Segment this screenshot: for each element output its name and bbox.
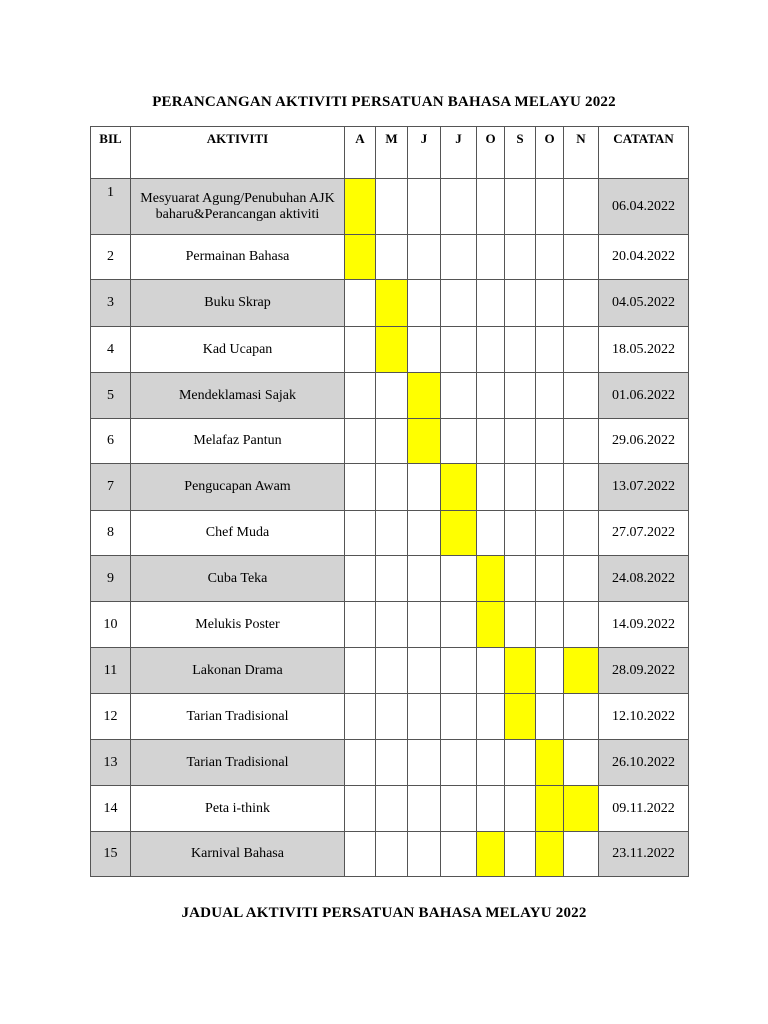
row-number: 10 — [91, 602, 131, 648]
header-month: A — [345, 127, 376, 179]
row-number: 4 — [91, 327, 131, 373]
table-row — [91, 694, 689, 740]
month-cell — [441, 786, 477, 832]
month-cell-marked — [536, 740, 564, 786]
page-title: PERANCANGAN AKTIVITI PERSATUAN BAHASA MELAYU 2022 — [152, 94, 616, 110]
month-cell — [505, 556, 536, 602]
month-cell-marked — [408, 419, 441, 464]
month-cell — [408, 740, 441, 786]
month-cell — [477, 373, 505, 419]
month-cell — [376, 419, 408, 464]
table-row — [91, 556, 689, 602]
month-cell — [564, 464, 599, 511]
month-cell — [345, 602, 376, 648]
row-number: 1 — [91, 179, 131, 235]
table-row — [91, 786, 689, 832]
month-cell — [441, 373, 477, 419]
note-date: 28.09.2022 — [599, 648, 689, 694]
month-cell — [505, 179, 536, 235]
month-cell — [441, 648, 477, 694]
month-cell — [408, 786, 441, 832]
header-month: O — [536, 127, 564, 179]
month-cell — [477, 694, 505, 740]
month-cell — [564, 556, 599, 602]
month-cell — [536, 235, 564, 280]
month-cell — [376, 602, 408, 648]
row-number: 12 — [91, 694, 131, 740]
activity-name: Buku Skrap — [131, 280, 345, 327]
note-date: 26.10.2022 — [599, 740, 689, 786]
note-date: 09.11.2022 — [599, 786, 689, 832]
table-row — [91, 740, 689, 786]
month-cell-marked — [441, 464, 477, 511]
table-row — [91, 602, 689, 648]
table-row — [91, 280, 689, 327]
month-cell-marked — [477, 602, 505, 648]
activity-name: Peta i-think — [131, 786, 345, 832]
month-cell — [376, 694, 408, 740]
activity-name: Tarian Tradisional — [131, 740, 345, 786]
month-cell — [345, 280, 376, 327]
row-number: 14 — [91, 786, 131, 832]
month-cell — [376, 832, 408, 877]
table-row — [91, 373, 689, 419]
activity-name: Cuba Teka — [131, 556, 345, 602]
month-cell — [408, 464, 441, 511]
table-row — [91, 327, 689, 373]
table-row — [91, 419, 689, 464]
row-number: 8 — [91, 511, 131, 556]
header-note: CATATAN — [599, 127, 689, 179]
month-cell — [408, 280, 441, 327]
header-month: M — [376, 127, 408, 179]
month-cell — [441, 694, 477, 740]
month-cell — [408, 179, 441, 235]
month-cell — [376, 511, 408, 556]
month-cell-marked — [564, 786, 599, 832]
note-date: 27.07.2022 — [599, 511, 689, 556]
month-cell — [376, 648, 408, 694]
month-cell-marked — [441, 511, 477, 556]
month-cell — [345, 556, 376, 602]
header-month: O — [477, 127, 505, 179]
month-cell — [505, 602, 536, 648]
month-cell — [477, 464, 505, 511]
month-cell — [564, 694, 599, 740]
month-cell — [505, 786, 536, 832]
month-cell — [505, 464, 536, 511]
table-row — [91, 235, 689, 280]
row-number: 6 — [91, 419, 131, 464]
activity-name: Lakonan Drama — [131, 648, 345, 694]
table-row — [91, 511, 689, 556]
month-cell-marked — [376, 327, 408, 373]
note-date: 06.04.2022 — [599, 179, 689, 235]
row-number: 5 — [91, 373, 131, 419]
header-month: S — [505, 127, 536, 179]
month-cell — [505, 373, 536, 419]
month-cell-marked — [477, 556, 505, 602]
month-cell — [505, 327, 536, 373]
note-date: 04.05.2022 — [599, 280, 689, 327]
month-cell — [536, 511, 564, 556]
month-cell-marked — [345, 179, 376, 235]
row-number: 7 — [91, 464, 131, 511]
header-month: J — [408, 127, 441, 179]
month-cell — [477, 179, 505, 235]
month-cell — [564, 373, 599, 419]
month-cell — [345, 832, 376, 877]
table-row — [91, 832, 689, 877]
month-cell — [376, 556, 408, 602]
month-cell — [441, 832, 477, 877]
activity-name: Melafaz Pantun — [131, 419, 345, 464]
month-cell — [536, 648, 564, 694]
month-cell — [477, 280, 505, 327]
month-cell — [505, 419, 536, 464]
month-cell — [505, 235, 536, 280]
month-cell — [345, 327, 376, 373]
month-cell-marked — [536, 786, 564, 832]
month-cell — [477, 740, 505, 786]
month-cell — [345, 464, 376, 511]
month-cell — [408, 648, 441, 694]
month-cell — [408, 235, 441, 280]
month-cell-marked — [345, 235, 376, 280]
activity-name: Tarian Tradisional — [131, 694, 345, 740]
month-cell — [505, 740, 536, 786]
month-cell — [564, 740, 599, 786]
note-date: 18.05.2022 — [599, 327, 689, 373]
month-cell — [505, 832, 536, 877]
month-cell — [345, 740, 376, 786]
month-cell — [441, 327, 477, 373]
month-cell — [477, 511, 505, 556]
table-row — [91, 648, 689, 694]
month-cell — [345, 511, 376, 556]
activity-name: Karnival Bahasa — [131, 832, 345, 877]
month-cell-marked — [505, 648, 536, 694]
month-cell — [536, 373, 564, 419]
row-number: 3 — [91, 280, 131, 327]
month-cell — [345, 694, 376, 740]
month-cell — [345, 373, 376, 419]
note-date: 01.06.2022 — [599, 373, 689, 419]
activity-name: Mesyuarat Agung/Penubuhan AJK baharu&Perancangan aktiviti — [131, 179, 345, 235]
row-number: 15 — [91, 832, 131, 877]
month-cell-marked — [408, 373, 441, 419]
month-cell — [477, 786, 505, 832]
month-cell-marked — [505, 694, 536, 740]
month-cell — [505, 280, 536, 327]
month-cell — [408, 832, 441, 877]
schedule-title: JADUAL AKTIVITI PERSATUAN BAHASA MELAYU 2022 — [181, 905, 587, 921]
month-cell — [564, 602, 599, 648]
month-cell — [376, 740, 408, 786]
row-number: 2 — [91, 235, 131, 280]
activity-name: Melukis Poster — [131, 602, 345, 648]
activity-name: Chef Muda — [131, 511, 345, 556]
row-number: 11 — [91, 648, 131, 694]
activity-name: Permainan Bahasa — [131, 235, 345, 280]
month-cell — [477, 419, 505, 464]
month-cell — [536, 556, 564, 602]
month-cell — [408, 694, 441, 740]
month-cell — [536, 419, 564, 464]
month-cell — [564, 511, 599, 556]
activity-name: Pengucapan Awam — [131, 464, 345, 511]
month-cell — [441, 602, 477, 648]
month-cell — [536, 327, 564, 373]
note-date: 14.09.2022 — [599, 602, 689, 648]
month-cell-marked — [376, 280, 408, 327]
month-cell — [477, 648, 505, 694]
month-cell — [505, 511, 536, 556]
header-row — [91, 127, 689, 179]
header-bil: BIL — [91, 127, 131, 179]
month-cell — [345, 419, 376, 464]
month-cell-marked — [564, 648, 599, 694]
row-number: 13 — [91, 740, 131, 786]
month-cell — [536, 179, 564, 235]
month-cell — [376, 464, 408, 511]
month-cell — [376, 179, 408, 235]
month-cell — [536, 280, 564, 327]
month-cell — [477, 327, 505, 373]
note-date: 24.08.2022 — [599, 556, 689, 602]
activity-name: Kad Ucapan — [131, 327, 345, 373]
month-cell — [441, 280, 477, 327]
month-cell — [345, 648, 376, 694]
month-cell — [376, 373, 408, 419]
month-cell — [441, 740, 477, 786]
note-date: 13.07.2022 — [599, 464, 689, 511]
month-cell — [408, 327, 441, 373]
month-cell — [477, 235, 505, 280]
month-cell-marked — [477, 832, 505, 877]
table-row — [91, 464, 689, 511]
month-cell — [564, 419, 599, 464]
month-cell — [564, 235, 599, 280]
month-cell — [441, 556, 477, 602]
activity-name: Mendeklamasi Sajak — [131, 373, 345, 419]
month-cell — [564, 179, 599, 235]
month-cell — [408, 602, 441, 648]
month-cell — [408, 511, 441, 556]
month-cell — [536, 694, 564, 740]
month-cell — [536, 464, 564, 511]
month-cell — [345, 786, 376, 832]
note-date: 29.06.2022 — [599, 419, 689, 464]
header-month: J — [441, 127, 477, 179]
month-cell — [376, 235, 408, 280]
month-cell — [441, 235, 477, 280]
header-month: N — [564, 127, 599, 179]
table-row — [91, 179, 689, 235]
month-cell — [564, 832, 599, 877]
row-number: 9 — [91, 556, 131, 602]
note-date: 20.04.2022 — [599, 235, 689, 280]
month-cell — [376, 786, 408, 832]
month-cell-marked — [536, 832, 564, 877]
month-cell — [408, 556, 441, 602]
month-cell — [441, 179, 477, 235]
month-cell — [564, 280, 599, 327]
note-date: 23.11.2022 — [599, 832, 689, 877]
month-cell — [441, 419, 477, 464]
month-cell — [536, 602, 564, 648]
note-date: 12.10.2022 — [599, 694, 689, 740]
header-activity: AKTIVITI — [131, 127, 345, 179]
month-cell — [564, 327, 599, 373]
activity-table — [90, 126, 689, 877]
